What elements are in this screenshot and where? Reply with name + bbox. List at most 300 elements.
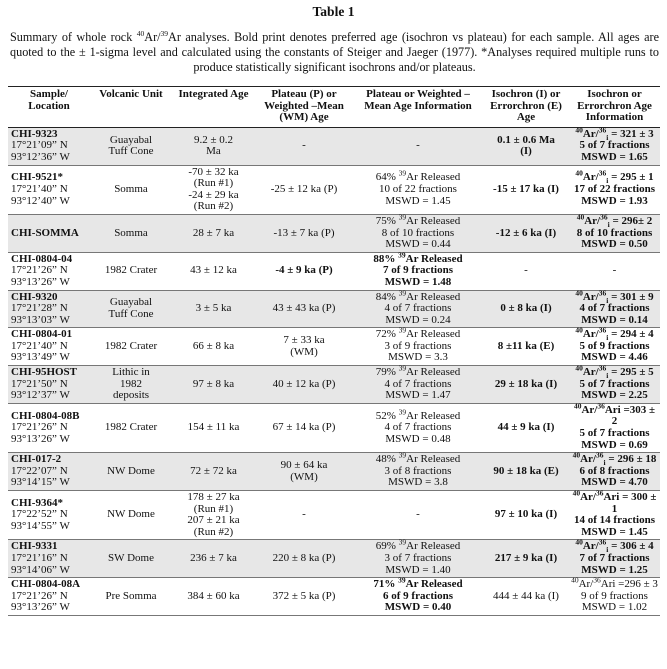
plateau-age-cell [255, 127, 353, 165]
volcanic-unit-cell [90, 491, 172, 540]
sample-id: CHI-9320 [11, 290, 58, 303]
plateau-info-line: - [416, 508, 420, 521]
plateau-age: -4 ± 9 ka (P) [275, 264, 333, 277]
table-row [8, 403, 660, 452]
longitude: 93°13’26” W [11, 432, 70, 445]
ar-ar-results-table [8, 86, 660, 616]
isochron-info-line: MSWD = 2.25 [581, 389, 648, 402]
isochron-info-cell [569, 450, 660, 491]
isochron-age: -12 ± 6 ka (I) [495, 226, 557, 239]
isochron-age-cell [483, 578, 569, 616]
plateau-age: -25 ± 12 ka (P) [270, 182, 338, 195]
plateau-age: 372 ± 5 ka (P) [272, 589, 336, 602]
isochron-age-cell [483, 491, 569, 540]
longitude: 93°12’40” W [11, 194, 70, 207]
column-header: Volcanic Unit [90, 87, 172, 128]
isotope-superscript: 39 [398, 168, 407, 178]
integrated-age: (Run #1) [193, 502, 234, 515]
initial-ratio: $^{40}$Ar/$^{36}$Ari =303 ± 2 [573, 401, 656, 428]
isochron-info-line: 5 of 7 fractions [579, 139, 650, 152]
initial-subscript: i [606, 176, 609, 186]
isotope-superscript: 40 [572, 488, 581, 498]
table-row [8, 165, 660, 214]
latitude: 17°21’26” N [11, 421, 68, 434]
plateau-info-cell [353, 325, 483, 366]
isotope-superscript: 39 [398, 212, 407, 222]
isochron-info-line: MSWD = 1.65 [581, 150, 648, 163]
isotope-superscript: 40 [576, 212, 585, 222]
plateau-info-line: 48% $^{39}$Ar Released [375, 450, 461, 466]
plateau-age: 40 ± 12 ka (P) [272, 377, 336, 390]
isochron-info-cell [569, 403, 660, 452]
plateau-age-cell [255, 453, 353, 491]
volcanic-unit: Somma [114, 226, 148, 239]
column-header: Isochron (I) or Errorchron (E) Age [483, 87, 569, 128]
plateau-age-cell [255, 165, 353, 214]
volcanic-unit: deposits [112, 389, 150, 402]
column-header: Plateau (P) or Weighted –Mean (WM) Age [255, 87, 353, 128]
plateau-age-cell [255, 491, 353, 540]
integrated-age: 3 ± 5 ka [195, 302, 232, 315]
isochron-info-line: 9 of 9 fractions [581, 589, 648, 602]
table-row [8, 491, 660, 540]
isochron-age: 0 ± 8 ka (I) [500, 302, 552, 315]
volcanic-unit: Tuff Cone [108, 307, 154, 320]
integrated-age: (Run #2) [193, 525, 234, 538]
isochron-age: 8 ±11 ka (E) [497, 339, 555, 352]
plateau-info-line: - [416, 139, 420, 152]
plateau-age: 90 ± 64 ka [280, 459, 328, 472]
isochron-age: 0.1 ± 0.6 Ma [497, 133, 555, 146]
isochron-age-cell [483, 403, 569, 452]
initial-ratio: $^{40}$Ar/$^{36}$Ari =296 ± 3 [571, 575, 658, 591]
plateau-info-line: MSWD = 0.40 [384, 601, 452, 614]
table-row [8, 366, 660, 404]
plateau-age-cell [255, 290, 353, 328]
plateau-age: (WM) [290, 345, 318, 358]
integrated-age-cell [172, 578, 255, 616]
isochron-age: - [524, 264, 528, 277]
isotope-superscript: 39 [398, 363, 407, 373]
isochron-info-line: 5 of 9 fractions [579, 339, 650, 352]
plateau-info-cell [353, 165, 483, 214]
sample-cell [8, 214, 90, 252]
volcanic-unit: SW Dome [108, 551, 154, 564]
isochron-info-line: MSWD = 0.14 [581, 313, 648, 326]
volcanic-unit: 1982 Crater [104, 421, 158, 434]
plateau-age: - [302, 508, 306, 521]
integrated-age-cell [172, 491, 255, 540]
plateau-age-cell [255, 540, 353, 578]
plateau-age: 67 ± 14 ka (P) [272, 421, 336, 434]
volcanic-unit-cell [90, 540, 172, 578]
initial-subscript: i [603, 458, 606, 468]
isotope-superscript: 39 [398, 325, 407, 335]
integrated-age-cell [172, 127, 255, 165]
isochron-info-line: 7 of 7 fractions [579, 551, 650, 564]
sample-cell [8, 491, 90, 540]
volcanic-unit: Somma [114, 182, 148, 195]
column-header: Sample/ Location [8, 87, 90, 128]
longitude: 93°14’15” W [11, 476, 70, 489]
plateau-info-line: 84% $^{39}$Ar Released [375, 287, 461, 303]
isotope-superscript: 36 [593, 575, 601, 585]
longitude: 93°13’03” W [11, 313, 70, 326]
integrated-age: 28 ± 7 ka [192, 226, 235, 239]
integrated-age: 207 ± 21 ka [187, 514, 240, 527]
header-row [8, 87, 660, 128]
volcanic-unit: Guayabal [109, 133, 153, 146]
isochron-info-cell [569, 325, 660, 366]
isochron-info-line: 17 of 22 fractions [574, 182, 655, 195]
initial-ratio: $^{40}$Ar/$^{36}_i$ = 321 ± 3 [575, 125, 654, 142]
isochron-age-cell [483, 366, 569, 404]
column-header: Integrated Age [172, 87, 255, 128]
isotope-superscript: 36 [598, 168, 607, 178]
table-row [8, 290, 660, 328]
table-row [8, 127, 660, 165]
isochron-age: 217 ± 9 ka (I) [494, 551, 558, 564]
plateau-info-line: 8 of 10 fractions [381, 226, 455, 239]
plateau-info-line: 7 of 9 fractions [383, 264, 453, 277]
initial-subscript: i [606, 371, 609, 381]
volcanic-unit-cell [90, 328, 172, 366]
sample-id: CHI-0804-08A [11, 578, 81, 591]
isochron-info-line: 14 of 14 fractions [574, 514, 655, 527]
isotope-superscript: 40 [575, 168, 583, 178]
isochron-age-cell [483, 290, 569, 328]
isochron-info-cell [569, 214, 660, 252]
column-header: Isochron or Errorchron Age Information [569, 87, 660, 128]
initial-ratio: $^{40}$Ar/$^{36}_i$ = 296 ± 18 [572, 450, 657, 468]
longitude: 93°12’36” W [11, 150, 70, 163]
plateau-info-line: 4 of 7 fractions [384, 377, 452, 390]
sample-cell [8, 366, 90, 404]
integrated-age-cell [172, 165, 255, 214]
table-row [8, 578, 660, 616]
plateau-age-cell [255, 578, 353, 616]
volcanic-unit: 1982 Crater [104, 264, 158, 277]
isochron-info-cell [569, 575, 660, 616]
integrated-age: -24 ± 29 ka [188, 188, 239, 201]
integrated-age: 97 ± 8 ka [192, 377, 235, 390]
plateau-info-line: 3 of 8 fractions [384, 464, 452, 477]
initial-subscript: i [606, 545, 609, 555]
initial-ratio: $^{40}$Ar/$^{36}$Ari = 300 ± 1 [572, 488, 657, 515]
isotope-superscript: 36 [595, 450, 604, 460]
volcanic-unit: NW Dome [107, 508, 155, 521]
latitude: 17°21’26” N [11, 264, 68, 277]
latitude: 17°22’52” N [11, 508, 68, 521]
plateau-info-line: MSWD = 1.47 [385, 389, 451, 402]
plateau-info-line: 3 of 7 fractions [384, 551, 452, 564]
table-row [8, 540, 660, 578]
isochron-age: -15 ± 17 ka (I) [493, 182, 559, 195]
latitude: 17°21’09” N [11, 139, 68, 152]
plateau-age: 43 ± 43 ka (P) [272, 302, 336, 315]
isochron-age: 90 ± 18 ka (E) [493, 464, 559, 477]
isotope-superscript: 40 [571, 575, 579, 585]
sample-id: CHI-9331 [11, 540, 58, 553]
volcanic-unit: Pre Somma [105, 589, 157, 602]
isotope-superscript: 36 [598, 125, 607, 135]
column-header: Plateau or Weighted – Mean Age Information [353, 87, 483, 128]
table-caption: Summary of whole rock $^{40}$Ar/$^{39}$Ar analyses. Bold print denotes preferred age (isochron vs plateau) for each sample. All ages are quoted to the ± 1-sigma level and calculated using the constants of Steiger and Jaeger (1977). *Analyses required multiple runs to produce statistically significant isochrons and/or plateaus. [10, 28, 659, 74]
isochron-info-cell [569, 287, 660, 328]
isotope-superscript: 40 [572, 450, 581, 460]
integrated-age-cell [172, 453, 255, 491]
isotope-superscript: 40 [575, 325, 583, 335]
integrated-age: 236 ± 7 ka [190, 551, 237, 564]
plateau-info-cell [353, 287, 483, 328]
isochron-age-cell [483, 165, 569, 214]
plateau-age: - [302, 139, 306, 152]
integrated-age: 66 ± 8 ka [192, 339, 235, 352]
sample-cell [8, 453, 90, 491]
table-row [8, 214, 660, 252]
isochron-age-cell [483, 214, 569, 252]
integrated-age: (Run #1) [193, 177, 234, 190]
longitude: 93°14’06” W [11, 563, 70, 576]
plateau-info-line: 4 of 7 fractions [384, 421, 452, 434]
table-row [8, 328, 660, 366]
isotope-superscript: 36 [598, 287, 607, 297]
longitude: 93°13’26” W [11, 275, 70, 288]
integrated-age: (Run #2) [193, 200, 234, 213]
isotope-superscript: 40 [573, 401, 582, 411]
isotope-superscript: 39 [398, 250, 406, 260]
isotope-superscript: 39 [398, 406, 407, 416]
initial-ratio: $^{40}$Ar/$^{36}_i$ = 295 ± 1 [575, 168, 654, 186]
integrated-age-cell [172, 252, 255, 290]
latitude: 17°21’40” N [11, 339, 68, 352]
plateau-info-line: 6 of 9 fractions [383, 589, 453, 602]
initial-subscript: i [607, 220, 610, 230]
volcanic-unit-cell [90, 214, 172, 252]
isochron-info-cell [569, 165, 660, 214]
plateau-age-cell [255, 328, 353, 366]
plateau-age-cell [255, 366, 353, 404]
initial-subscript: i [606, 295, 609, 305]
isotope-superscript: 39 [398, 537, 407, 547]
plateau-info-line: 72% $^{39}$Ar Released [375, 325, 461, 341]
isochron-info-line: MSWD = 4.46 [581, 351, 648, 364]
isochron-age-cell [483, 453, 569, 491]
sample-id: CHI-0804-08B [11, 409, 80, 422]
isochron-info-line: 4 of 7 fractions [579, 302, 650, 315]
volcanic-unit-cell [90, 366, 172, 404]
sample-id: CHI-0804-04 [11, 252, 73, 265]
longitude: 93°14’55” W [11, 519, 70, 532]
isochron-info-line: 5 of 7 fractions [579, 427, 650, 440]
plateau-info-line: MSWD = 3.3 [388, 351, 448, 364]
plateau-age-cell [255, 403, 353, 452]
isotope-superscript: 36 [597, 401, 605, 411]
isochron-age: 44 ± 9 ka (I) [497, 421, 555, 434]
isochron-age-cell [483, 127, 569, 165]
table-row [8, 252, 660, 290]
sample-cell [8, 127, 90, 165]
isochron-info-line: 8 of 10 fractions [576, 226, 653, 239]
isochron-age-cell [483, 540, 569, 578]
volcanic-unit: Guayabal [109, 296, 153, 309]
integrated-age: 43 ± 12 ka [190, 264, 237, 277]
plateau-info-line: 52% $^{39}$Ar Released [375, 406, 461, 422]
plateau-info-line: MSWD = 3.8 [388, 476, 448, 489]
longitude: 93°13’26” W [11, 601, 70, 614]
volcanic-unit-cell [90, 252, 172, 290]
plateau-age: 220 ± 8 ka (P) [272, 551, 336, 564]
plateau-info-line: MSWD = 0.44 [385, 238, 451, 251]
isochron-age: (I) [520, 145, 532, 158]
sample-id: CHI-017-2 [11, 453, 62, 466]
sample-cell [8, 165, 90, 214]
initial-subscript: i [606, 333, 609, 343]
plateau-info-cell [353, 252, 483, 290]
plateau-info-cell [353, 537, 483, 578]
isotope-superscript: 36 [598, 537, 607, 547]
volcanic-unit-cell [90, 403, 172, 452]
isochron-info-cell [569, 537, 660, 578]
sample-id: CHI-9364* [11, 496, 63, 509]
plateau-info-line: MSWD = 1.45 [385, 194, 451, 207]
initial-ratio: $^{40}$Ar/$^{36}_i$ = 295 ± 5 [575, 363, 654, 381]
plateau-info-line: 79% $^{39}$Ar Released [375, 363, 461, 379]
longitude: 93°13’49” W [11, 351, 70, 364]
sample-cell [8, 403, 90, 452]
initial-ratio: $^{40}$Ar/$^{36}_i$ = 301 ± 9 [575, 287, 654, 305]
integrated-age: 72 ± 72 ka [190, 464, 237, 477]
isotope-superscript: 39 [398, 450, 407, 460]
isochron-info-line: 6 of 8 fractions [579, 464, 650, 477]
plateau-info-cell [353, 363, 483, 404]
plateau-info-line: 88% $^{39}$Ar Released [373, 250, 463, 265]
sample-id: CHI-SOMMA [11, 226, 79, 239]
plateau-info-cell [353, 575, 483, 616]
isochron-info-line: MSWD = 1.45 [581, 525, 648, 538]
latitude: 17°21’40” N [11, 182, 68, 195]
plateau-info-line: MSWD = 1.48 [384, 275, 452, 288]
plateau-info-line: 3 of 9 fractions [384, 339, 452, 352]
isochron-info-line: 5 of 7 fractions [579, 377, 650, 390]
integrated-age: 154 ± 11 ka [187, 421, 240, 434]
isotope-superscript: 36 [595, 488, 604, 498]
integrated-age: 9.2 ± 0.2 [193, 133, 234, 146]
isochron-info-cell [569, 252, 660, 290]
isotope-superscript: 39 [398, 575, 406, 585]
plateau-info-cell [353, 403, 483, 452]
isotope-superscript: 40 [575, 125, 583, 135]
isochron-info-line: MSWD = 1.93 [581, 194, 648, 207]
plateau-age-cell [255, 214, 353, 252]
integrated-age-cell [172, 290, 255, 328]
isochron-info-line: MSWD = 1.25 [581, 563, 648, 576]
integrated-age-cell [172, 540, 255, 578]
isotope-superscript: 36 [598, 363, 607, 373]
plateau-info-line: MSWD = 0.24 [385, 313, 451, 326]
isochron-info-line: MSWD = 0.69 [581, 438, 648, 451]
plateau-age-cell [255, 252, 353, 290]
isotope-superscript: 40 [575, 363, 583, 373]
latitude: 17°21’16” N [11, 551, 68, 564]
isotope-superscript: 40 [575, 287, 583, 297]
isochron-info-cell [569, 488, 660, 540]
volcanic-unit: 1982 Crater [104, 339, 158, 352]
integrated-age: -70 ± 32 ka [188, 165, 239, 178]
isotope-superscript: 40 [575, 537, 583, 547]
integrated-age: 178 ± 27 ka [187, 491, 240, 503]
isochron-info-cell [569, 127, 660, 165]
plateau-age: (WM) [290, 470, 318, 483]
table-body [8, 127, 660, 615]
sample-id: CHI-9323 [11, 127, 58, 140]
sample-cell [8, 290, 90, 328]
isotope-superscript: 36 [598, 325, 607, 335]
volcanic-unit-cell [90, 165, 172, 214]
integrated-age-cell [172, 214, 255, 252]
isochron-info-line: - [612, 264, 617, 277]
volcanic-unit: NW Dome [107, 464, 155, 477]
isochron-age-cell [483, 328, 569, 366]
sample-id: CHI-0804-01 [11, 328, 73, 341]
plateau-age: -13 ± 7 ka (P) [273, 226, 335, 239]
plateau-info-line: 64% $^{39}$Ar Released [375, 168, 461, 184]
isochron-info-line: MSWD = 1.02 [581, 601, 648, 614]
initial-ratio: $^{40}$Ar/$^{36}_i$ = 306 ± 4 [575, 537, 654, 555]
integrated-age: Ma [206, 145, 221, 158]
latitude: 17°21’50” N [11, 377, 68, 390]
isochron-age-cell [483, 252, 569, 290]
isochron-age: 29 ± 18 ka (I) [494, 377, 558, 390]
plateau-info-line: MSWD = 1.40 [385, 563, 451, 576]
plateau-info-cell [353, 491, 483, 540]
initial-subscript: i [606, 132, 609, 142]
integrated-age-cell [172, 328, 255, 366]
volcanic-unit-cell [90, 578, 172, 616]
plateau-info-cell [353, 214, 483, 252]
latitude: 17°21’26” N [11, 589, 68, 602]
plateau-info-cell [353, 127, 483, 165]
table-title: Table 1 [312, 4, 355, 19]
plateau-info-line: 4 of 7 fractions [384, 302, 452, 315]
sample-cell [8, 540, 90, 578]
isochron-age: 444 ± 44 ka (I) [493, 589, 559, 602]
plateau-info-line: 75% $^{39}$Ar Released [375, 212, 461, 227]
sample-id: CHI-95HOST [11, 366, 78, 379]
sample-cell [8, 578, 90, 616]
initial-ratio: $^{40}$Ar/$^{36}_i$ = 296± 2 [576, 212, 653, 230]
sample-id: CHI-9521* [11, 171, 63, 184]
table-row [8, 453, 660, 491]
plateau-info-cell [353, 450, 483, 491]
isochron-info-line: MSWD = 0.50 [581, 238, 648, 251]
latitude: 17°22’07” N [11, 464, 68, 477]
isochron-info-cell [569, 363, 660, 404]
isotope-superscript: 36 [600, 212, 608, 222]
longitude: 93°12’37” W [11, 389, 70, 402]
initial-ratio: $^{40}$Ar/$^{36}_i$ = 294 ± 4 [575, 325, 654, 343]
volcanic-unit: Tuff Cone [108, 145, 154, 158]
plateau-info-line: 69% $^{39}$Ar Released [375, 537, 461, 553]
isochron-info-line: MSWD = 4.70 [581, 476, 648, 489]
volcanic-unit-cell [90, 290, 172, 328]
volcanic-unit: 1982 [120, 377, 142, 390]
volcanic-unit-cell [90, 127, 172, 165]
sample-cell [8, 252, 90, 290]
isochron-age: 97 ± 10 ka (I) [494, 508, 558, 521]
plateau-info-line: MSWD = 0.48 [385, 432, 451, 445]
plateau-age: 7 ± 33 ka [283, 334, 325, 347]
